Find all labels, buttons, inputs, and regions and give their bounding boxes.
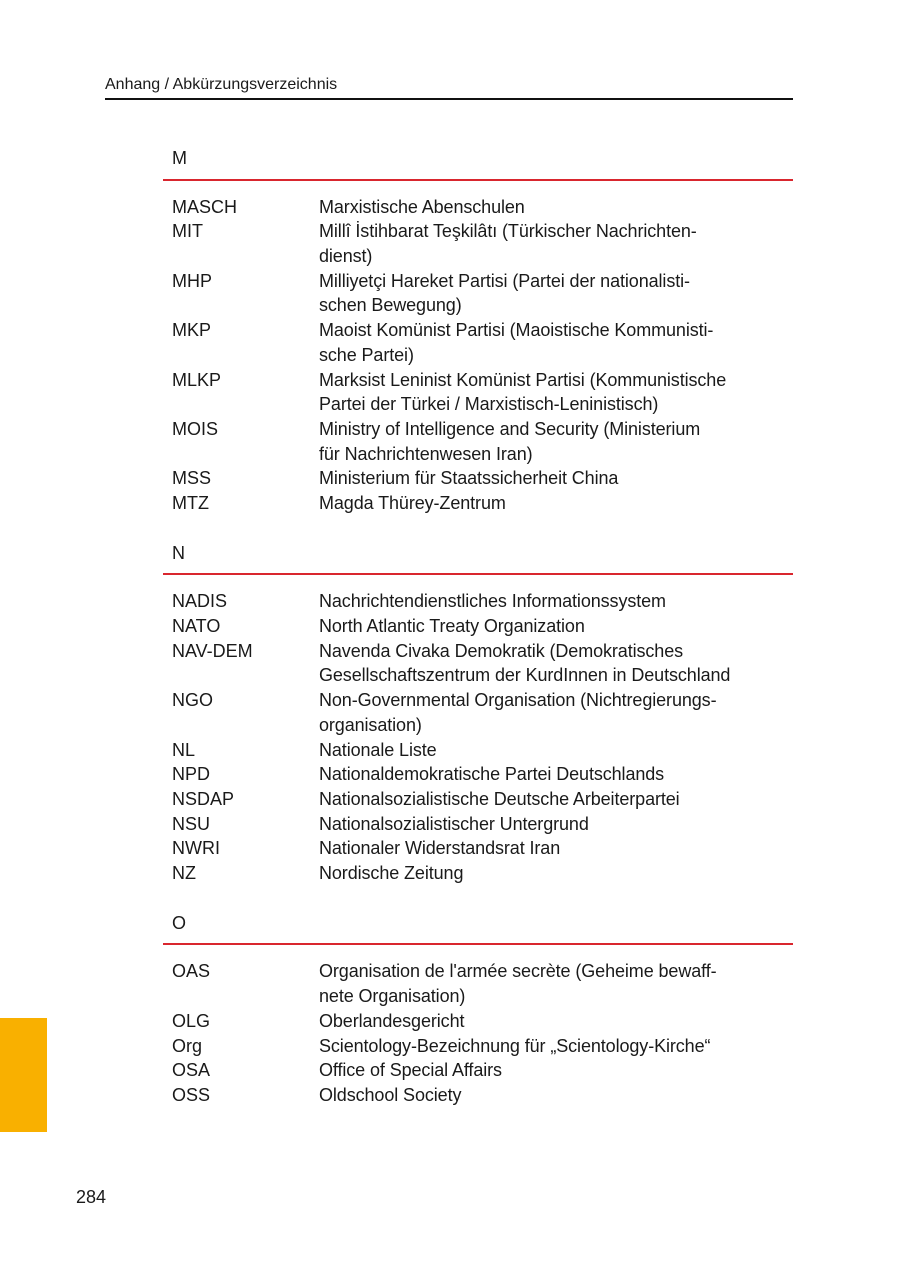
entry-list <box>163 589 793 885</box>
abbreviation: MIT <box>172 221 203 242</box>
abbreviation: NADIS <box>172 591 228 612</box>
entry-list <box>163 959 793 1107</box>
list-item <box>163 614 793 639</box>
abbreviation: Org <box>172 1035 203 1056</box>
abbreviation: NSU <box>172 813 211 834</box>
expansion-line: North Atlantic Treaty Organization <box>319 616 585 637</box>
expansion <box>319 688 716 737</box>
section-o <box>163 911 793 1108</box>
expansion <box>319 614 585 639</box>
expansion-line: Millî İstihbarat Teşkilâtı (Türkischer Nachrichten- <box>319 221 697 242</box>
list-item <box>163 1034 793 1059</box>
expansion <box>319 639 730 688</box>
abbreviation: MASCH <box>172 196 238 217</box>
list-item <box>163 368 793 417</box>
expansion-line: Nationalsozialistische Deutsche Arbeiterpartei <box>319 788 680 809</box>
expansion-line: sche Partei) <box>319 344 414 365</box>
list-item <box>163 1083 793 1108</box>
expansion <box>319 959 717 1008</box>
abbreviation: MKP <box>172 320 212 341</box>
expansion-line: Navenda Civaka Demokratik (Demokratisches <box>319 640 684 661</box>
section-rule <box>163 573 793 575</box>
expansion-line: Nordische Zeitung <box>319 863 464 884</box>
list-item <box>163 861 793 886</box>
list-item <box>163 1009 793 1034</box>
abbreviation: NPD <box>172 764 211 785</box>
list-item <box>163 466 793 491</box>
expansion <box>319 1034 710 1059</box>
section-rule <box>163 943 793 945</box>
list-item <box>163 1058 793 1083</box>
expansion-line: Gesellschaftszentrum der KurdInnen in Deutschland <box>319 665 731 686</box>
header-rule <box>105 98 793 100</box>
abbreviation: NSDAP <box>172 788 235 809</box>
abbreviation: NAV-DEM <box>172 640 253 661</box>
expansion-line: Marxistische Abenschulen <box>319 196 525 217</box>
list-item <box>163 417 793 466</box>
expansion-line: dienst) <box>319 246 373 267</box>
list-item <box>163 812 793 837</box>
expansion <box>319 812 589 837</box>
expansion-line: Organisation de l'armée secrète (Geheime bewaff- <box>319 961 717 982</box>
abbreviation: MTZ <box>172 492 209 513</box>
abbreviation: NATO <box>172 616 221 637</box>
expansion-line: Milliyetçi Hareket Partisi (Partei der nationalisti- <box>319 270 690 291</box>
expansion-line: Nationaler Widerstandsrat Iran <box>319 838 561 859</box>
section-rule <box>163 179 793 181</box>
expansion <box>319 738 437 763</box>
expansion <box>319 368 726 417</box>
expansion <box>319 269 690 318</box>
expansion-line: schen Bewegung) <box>319 295 462 316</box>
abbreviation: NZ <box>172 863 196 884</box>
running-head: Anhang / Abkürzungsverzeichnis <box>105 76 338 93</box>
abbreviation: OAS <box>172 961 211 982</box>
abbreviation: NWRI <box>172 838 220 859</box>
section-n <box>163 541 793 886</box>
list-item <box>163 738 793 763</box>
list-item <box>163 639 793 688</box>
list-item <box>163 787 793 812</box>
expansion-line: Marksist Leninist Komünist Partisi (Kommunistische <box>319 369 727 390</box>
section-m <box>163 146 793 516</box>
expansion <box>319 787 680 812</box>
expansion-line: Partei der Türkei / Marxistisch-Leninistisch) <box>319 394 659 415</box>
expansion <box>319 589 666 614</box>
abbreviation: NGO <box>172 690 214 711</box>
expansion-line: Nationalsozialistischer Untergrund <box>319 813 589 834</box>
expansion-line: Oldschool Society <box>319 1084 462 1105</box>
expansion-line: Ministerium für Staatssicherheit China <box>319 468 619 489</box>
abbreviation: MOIS <box>172 418 219 439</box>
list-item <box>163 318 793 367</box>
expansion <box>319 195 525 220</box>
expansion-line: Scientology-Bezeichnung für „Scientology-Kirche“ <box>319 1035 711 1056</box>
list-item <box>163 491 793 516</box>
section-letter: N <box>172 542 185 563</box>
list-item <box>163 269 793 318</box>
list-item <box>163 589 793 614</box>
chapter-tab-marker <box>0 1018 47 1132</box>
expansion <box>319 318 713 367</box>
expansion <box>319 1058 502 1083</box>
list-item <box>163 762 793 787</box>
list-item <box>163 219 793 268</box>
expansion <box>319 219 697 268</box>
section-letter: O <box>172 912 187 933</box>
expansion-line: Nationaldemokratische Partei Deutschlands <box>319 764 665 785</box>
expansion-line: organisation) <box>319 714 422 735</box>
list-item <box>163 195 793 220</box>
abbreviation: MHP <box>172 270 212 291</box>
expansion <box>319 491 506 516</box>
abbreviation: OLG <box>172 1010 211 1031</box>
expansion-line: nete Organisation) <box>319 986 466 1007</box>
abbreviation: OSS <box>172 1084 211 1105</box>
entry-list <box>163 195 793 516</box>
expansion-line: Office of Special Affairs <box>319 1060 502 1081</box>
expansion <box>319 1083 461 1108</box>
expansion-line: Non-Governmental Organisation (Nichtregierungs- <box>319 690 717 711</box>
expansion <box>319 836 560 861</box>
list-item <box>163 959 793 1008</box>
expansion <box>319 417 700 466</box>
expansion-line: Nationale Liste <box>319 739 437 760</box>
expansion-line: Ministry of Intelligence and Security (Ministerium <box>319 418 701 439</box>
expansion-line: Oberlandesgericht <box>319 1010 465 1031</box>
abbreviation: NL <box>172 739 196 760</box>
section-letter: M <box>172 148 187 168</box>
abbreviation: OSA <box>172 1060 211 1081</box>
expansion-line: Maoist Komünist Partisi (Maoistische Kommunisti- <box>319 320 714 341</box>
expansion <box>319 1009 464 1034</box>
abbreviation-list <box>163 146 793 1133</box>
expansion-line: für Nachrichtenwesen Iran) <box>319 443 533 464</box>
page-number: 284 <box>76 1187 107 1207</box>
abbreviation: MSS <box>172 468 212 489</box>
expansion <box>319 762 664 787</box>
expansion-line: Magda Thürey-Zentrum <box>319 492 506 513</box>
expansion <box>319 861 463 886</box>
expansion <box>319 466 618 491</box>
list-item <box>163 688 793 737</box>
abbreviation: MLKP <box>172 369 222 390</box>
expansion-line: Nachrichtendienstliches Informationssystem <box>319 591 666 612</box>
list-item <box>163 836 793 861</box>
